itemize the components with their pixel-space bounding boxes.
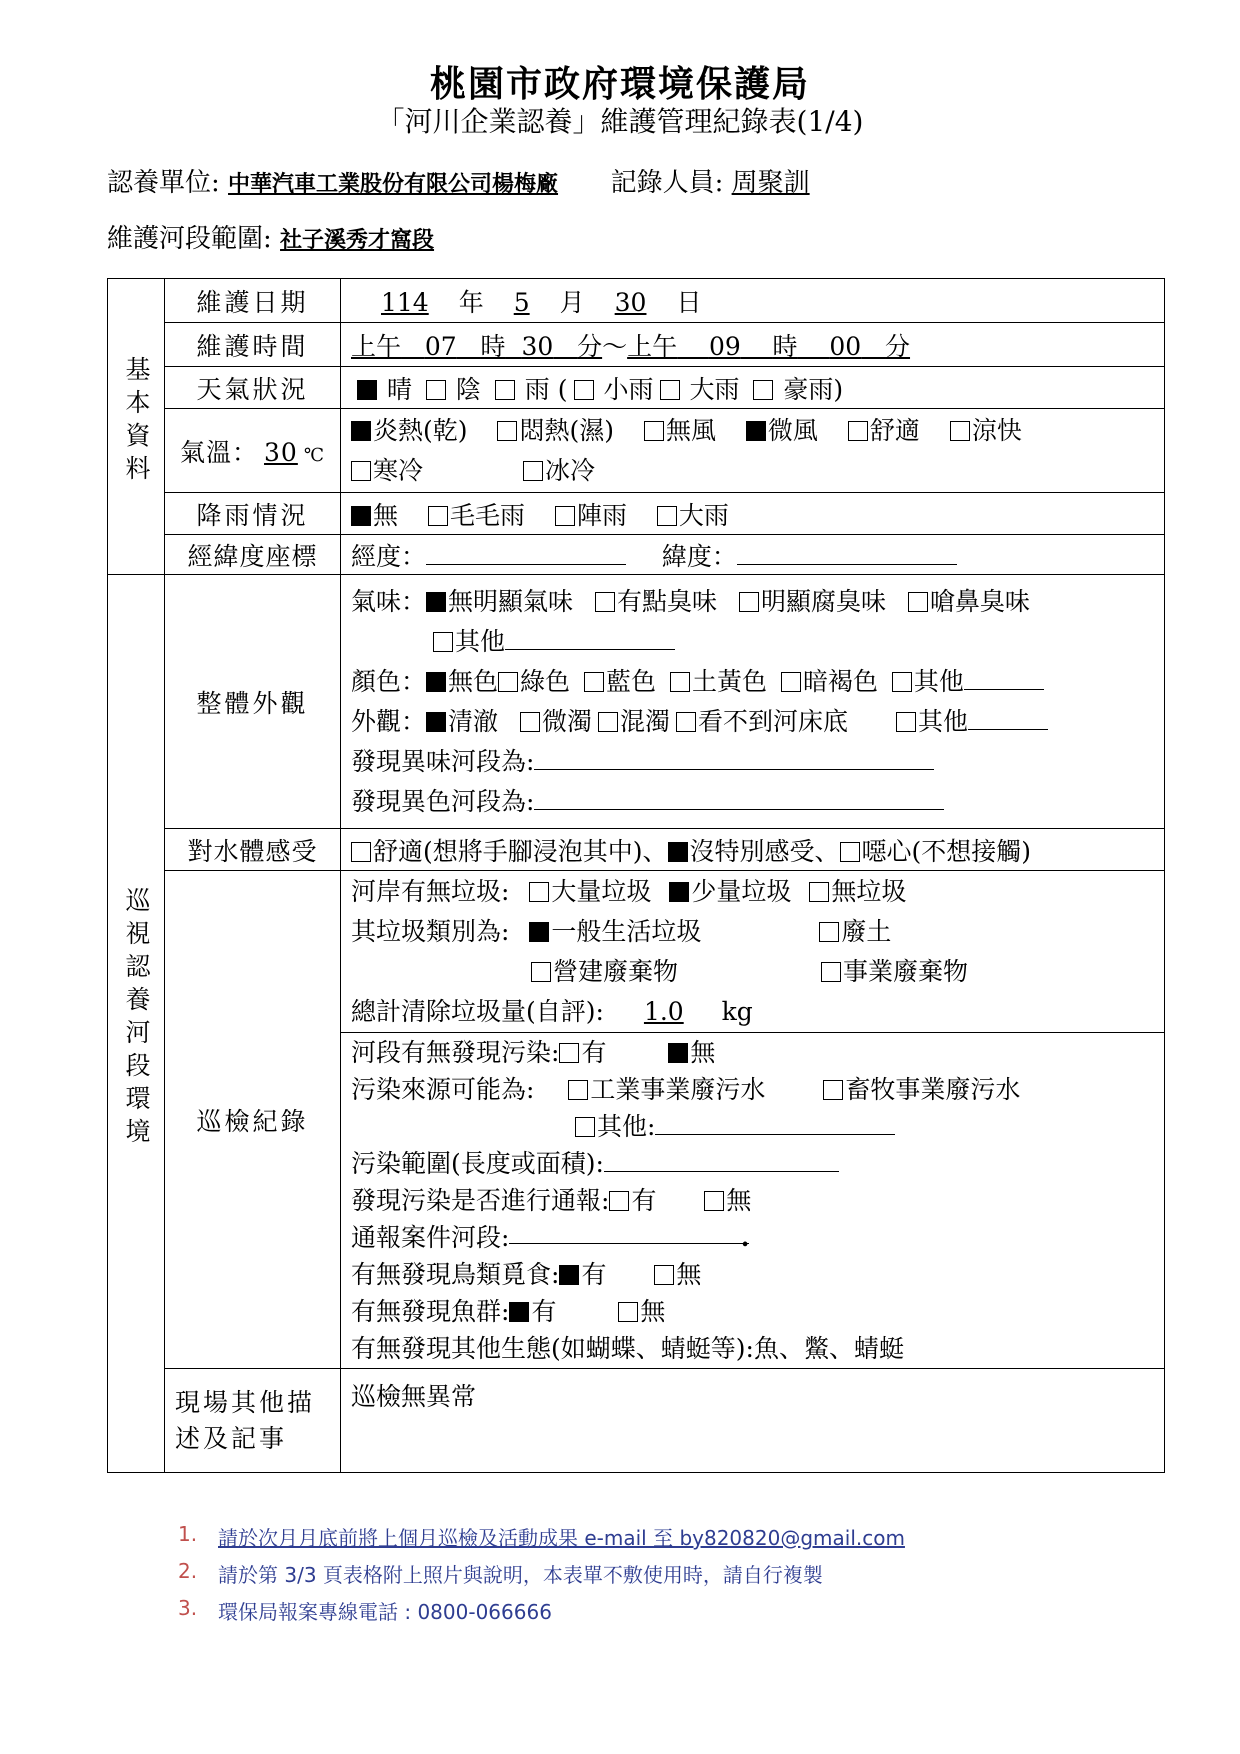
range-value: 社子溪秀才窩段 bbox=[280, 227, 435, 253]
checkbox-cloudy[interactable] bbox=[426, 380, 446, 400]
unit-value: 中華汽車工業股份有限公司楊梅廠 bbox=[228, 171, 559, 197]
coord-label: 經緯度座標 bbox=[165, 535, 341, 575]
longitude-field[interactable] bbox=[426, 540, 626, 565]
other-label: 現場其他描 述及記事 bbox=[165, 1369, 341, 1473]
checkbox-no-wind[interactable] bbox=[644, 421, 664, 441]
checkbox-disgusting[interactable] bbox=[840, 842, 860, 862]
checkbox-yellow[interactable] bbox=[670, 672, 690, 692]
checkbox-shower[interactable] bbox=[555, 506, 575, 526]
rain-cell: 無 毛毛雨 陣雨 大雨 bbox=[341, 493, 1165, 535]
latitude-field[interactable] bbox=[737, 540, 957, 565]
unit-label: 認養單位: bbox=[107, 168, 220, 198]
checkbox-rain[interactable] bbox=[495, 380, 515, 400]
feeling-cell: 舒適(想將手腳浸泡其中)、 沒特別感受、 噁心(不想接觸) bbox=[341, 829, 1165, 871]
checkbox-look-other[interactable] bbox=[896, 712, 916, 732]
checkbox-slight-odor[interactable] bbox=[595, 592, 615, 612]
date-month[interactable]: 5 bbox=[513, 287, 530, 317]
recorder-label: 記錄人員: bbox=[610, 168, 724, 198]
checkbox-fish-yes[interactable] bbox=[509, 1302, 529, 1322]
note-item: 1. 請於次月月底前將上個月巡檢及活動成果 e-mail 至 by820820@gmail.com bbox=[178, 1522, 905, 1559]
rain-label: 降雨情況 bbox=[165, 493, 341, 535]
checkbox-pollution-no[interactable] bbox=[668, 1043, 688, 1063]
checkbox-green[interactable] bbox=[498, 672, 518, 692]
note-email-link[interactable]: 請於次月月底前將上個月巡檢及活動成果 e-mail 至 by820820@gmail.com bbox=[218, 1526, 905, 1550]
checkbox-no-feeling[interactable] bbox=[668, 842, 688, 862]
checkbox-colorless[interactable] bbox=[426, 672, 446, 692]
header-unit-row bbox=[107, 162, 810, 199]
checkbox-report-yes[interactable] bbox=[609, 1191, 629, 1211]
color-segment-field[interactable] bbox=[534, 785, 944, 810]
look-other-field[interactable] bbox=[968, 705, 1048, 730]
checkbox-color-other[interactable] bbox=[892, 672, 912, 692]
checkbox-much-garbage[interactable] bbox=[529, 882, 549, 902]
appearance-label: 整體外觀 bbox=[165, 575, 341, 829]
date-day[interactable]: 30 bbox=[614, 287, 647, 317]
note-item: 2. 請於第 3/3 頁表格附上照片與說明，本表單不敷使用時，請自行複製 bbox=[178, 1559, 823, 1587]
patrol-label: 巡檢紀錄 bbox=[165, 871, 341, 1369]
checkbox-bird-yes[interactable] bbox=[559, 1265, 579, 1285]
checkbox-construction-waste[interactable] bbox=[531, 962, 551, 982]
page-title: 桃園市政府環境保護局 bbox=[429, 63, 810, 105]
header-range-row bbox=[107, 218, 434, 255]
checkbox-cool[interactable] bbox=[950, 421, 970, 441]
checkbox-freezing[interactable] bbox=[523, 461, 543, 481]
checkbox-no-riverbed[interactable] bbox=[676, 712, 696, 732]
checkbox-drizzle[interactable] bbox=[428, 506, 448, 526]
checkbox-pungent-odor[interactable] bbox=[908, 592, 928, 612]
eco-value[interactable]: 魚、鱉、蜻蜓 bbox=[753, 1334, 904, 1363]
page-subtitle: 「河川企業認養」維護管理紀錄表(1/4) bbox=[376, 105, 864, 138]
checkbox-fish-no[interactable] bbox=[618, 1302, 638, 1322]
checkbox-source-other[interactable] bbox=[575, 1117, 595, 1137]
odor-segment-field[interactable] bbox=[534, 745, 934, 770]
feeling-label: 對水體感受 bbox=[165, 829, 341, 871]
other-value: 巡檢無異常 bbox=[351, 1382, 477, 1411]
date-cell: 114 年 5 月 30 日 bbox=[341, 279, 1165, 323]
weather-label: 天氣狀況 bbox=[165, 367, 341, 409]
checkbox-brown[interactable] bbox=[781, 672, 801, 692]
coord-cell: 經度： 緯度： bbox=[341, 535, 1165, 575]
date-year[interactable]: 114 bbox=[381, 287, 429, 317]
checkbox-breeze[interactable] bbox=[746, 421, 766, 441]
checkbox-turbid[interactable] bbox=[598, 712, 618, 732]
color-other-field[interactable] bbox=[964, 665, 1044, 690]
checkbox-heavy-rain[interactable] bbox=[660, 380, 680, 400]
checkbox-storm[interactable] bbox=[753, 380, 773, 400]
temp-label-cell: 氣溫： 30 ℃ bbox=[165, 409, 341, 493]
checkbox-clear[interactable] bbox=[426, 712, 446, 732]
checkbox-rotten-odor[interactable] bbox=[739, 592, 759, 612]
checkbox-report-no[interactable] bbox=[704, 1191, 724, 1211]
checkbox-little-garbage[interactable] bbox=[669, 882, 689, 902]
checkbox-light-rain[interactable] bbox=[574, 380, 594, 400]
other-cell[interactable] bbox=[341, 1369, 1165, 1473]
checkbox-livestock-wastewater[interactable] bbox=[823, 1080, 843, 1100]
recorder-value: 周聚訓 bbox=[731, 168, 810, 198]
checkbox-soil[interactable] bbox=[819, 922, 839, 942]
appearance-cell: 氣味： 無明顯氣味 有點臭味 明顯腐臭味 嗆鼻臭味 其他 顏色： 無色 綠色 藍色 土黃色 暗褐色 其他 外觀： 清澈 微濁 混濁 看不到河床底 其他 發現異味河段為: 發現異色河段為: bbox=[341, 575, 1165, 829]
checkbox-comfortable-water[interactable] bbox=[351, 842, 371, 862]
checkbox-hot-humid[interactable] bbox=[497, 421, 517, 441]
checkbox-industrial-waste[interactable] bbox=[821, 962, 841, 982]
section-patrol: 巡視認養河段環境 bbox=[108, 575, 165, 1473]
garbage-cell: 河岸有無垃圾: 大量垃圾 少量垃圾 無垃圾 其垃圾類別為: 一般生活垃圾 廢土 營建廢棄物 事業廢棄物 總計清除垃圾量(自評): 1.0 kg bbox=[341, 871, 1165, 1033]
notes-list bbox=[178, 1522, 905, 1633]
temp-cell: 炎熱(乾) 悶熱(濕) 無風 微風 舒適 涼快 寒冷 冰冷 bbox=[341, 409, 1165, 493]
checkbox-heavy[interactable] bbox=[657, 506, 677, 526]
note-item: 3. 環保局報案專線電話 : 0800-066666 bbox=[178, 1596, 552, 1624]
checkbox-sunny[interactable] bbox=[357, 380, 377, 400]
record-form-table bbox=[107, 278, 1165, 1473]
odor-other-field[interactable] bbox=[505, 625, 675, 650]
garbage-total-value[interactable]: 1.0 bbox=[643, 996, 684, 1026]
checkbox-bird-no[interactable] bbox=[654, 1265, 674, 1285]
checkbox-pollution-yes[interactable] bbox=[559, 1043, 579, 1063]
checkbox-comfortable[interactable] bbox=[848, 421, 868, 441]
checkbox-rain-none[interactable] bbox=[351, 506, 371, 526]
checkbox-slightly-turbid[interactable] bbox=[520, 712, 540, 732]
checkbox-household-waste[interactable] bbox=[529, 922, 549, 942]
checkbox-industrial-wastewater[interactable] bbox=[568, 1080, 588, 1100]
checkbox-no-odor[interactable] bbox=[426, 592, 446, 612]
section-basic: 基本資料 bbox=[108, 279, 165, 575]
patrol-cell: 河段有無發現污染: 有 無 污染來源可能為: 工業事業廢污水 畜牧事業廢污水 其他: 污染範圍(長度或面積): 發現污染是否進行通報: 有 無 通報案件河段: . 有無發現鳥類覓食: 有 無 有無發現魚群: 有 無 有無發現其他生態(如蝴蝶、蜻蜓等):魚、鱉、蜻蜓 bbox=[341, 1033, 1165, 1369]
time-cell[interactable]: 上午 07 時 30 分～上午 09 時 00 分 bbox=[341, 323, 1165, 367]
pollution-range-field[interactable] bbox=[604, 1147, 839, 1172]
range-label: 維護河段範圍: bbox=[107, 224, 272, 254]
case-segment-field[interactable]: . bbox=[509, 1219, 749, 1244]
source-other-field[interactable] bbox=[655, 1110, 895, 1135]
weather-cell: 晴 陰 雨 ( 小雨 大雨 豪雨) bbox=[341, 367, 1165, 409]
checkbox-odor-other[interactable] bbox=[433, 632, 453, 652]
checkbox-cold[interactable] bbox=[351, 461, 371, 481]
checkbox-hot-dry[interactable] bbox=[351, 421, 371, 441]
time-label: 維護時間 bbox=[165, 323, 341, 367]
temp-value[interactable]: 30 bbox=[264, 437, 298, 467]
date-label: 維護日期 bbox=[165, 279, 341, 323]
checkbox-no-garbage[interactable] bbox=[809, 882, 829, 902]
checkbox-blue[interactable] bbox=[584, 672, 604, 692]
